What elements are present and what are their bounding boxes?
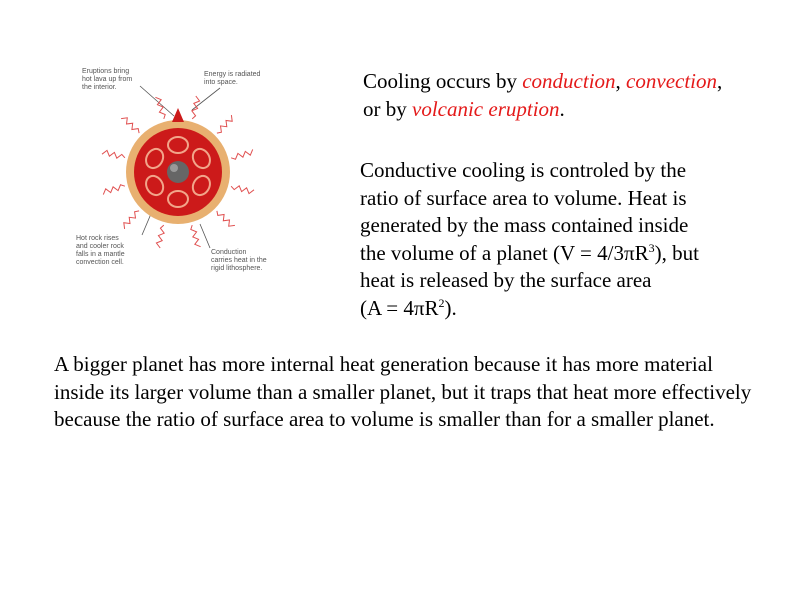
cooling-prefix: Cooling occurs by	[363, 69, 523, 93]
volcano-eruption	[172, 108, 184, 122]
conductive-line5: heat is released by the surface area	[360, 268, 652, 292]
term-convection: convection	[626, 69, 717, 93]
radiation-squiggle	[217, 211, 235, 226]
radius-symbol: R	[424, 295, 439, 320]
radiation-squiggle	[231, 186, 254, 194]
volume-text-end: ), but	[654, 240, 699, 265]
radiation-squiggle	[124, 211, 139, 229]
area-text-end: ).	[444, 295, 457, 320]
cooling-sep1: ,	[615, 69, 627, 93]
area-text: (A = 4	[360, 295, 414, 320]
pi-symbol: π	[413, 295, 425, 320]
volume-text: the volume of a planet (V = 4/3	[360, 240, 624, 265]
radiation-squiggle	[217, 115, 232, 133]
conduction-leader-line	[200, 224, 210, 248]
conductive-line3: generated by the mass contained inside	[360, 213, 689, 237]
radiation-squiggle	[102, 150, 125, 158]
core	[167, 161, 189, 183]
radiation-squiggle	[103, 185, 125, 195]
caption-eruptions: Eruptions bring hot lava up from the interior.	[82, 68, 133, 91]
radiation-squiggle	[156, 225, 164, 248]
conductive-cooling-text	[360, 157, 790, 322]
term-volcanic-eruption: volcanic eruption	[412, 96, 560, 121]
conductive-line6	[360, 296, 457, 320]
pi-symbol: π	[623, 240, 635, 265]
term-conduction: conduction	[522, 69, 616, 93]
exponent-2: 2	[438, 295, 445, 310]
cooling-methods-text	[363, 68, 793, 123]
radiation-squiggle	[121, 118, 139, 133]
conductive-line4	[360, 241, 699, 265]
bigger-planet-text: A bigger planet has more internal heat generation because it has more material inside its larger volume than a smaller planet, but it traps that heat more effectively because the ratio of surface area to volume is smaller than for a smaller planet.	[54, 352, 752, 431]
planet-cooling-diagram	[70, 60, 290, 290]
cooling-end: .	[559, 96, 565, 121]
radius-symbol: R	[634, 240, 649, 265]
caption-conduction: Conduction carries heat in the rigid lithosphere.	[211, 249, 267, 272]
core-highlight	[170, 164, 178, 172]
conductive-line2: ratio of surface area to volume. Heat is	[360, 185, 687, 210]
caption-energy-radiated: Energy is radiated into space.	[204, 71, 261, 86]
exponent-3: 3	[648, 240, 655, 255]
cooling-line2-prefix: or by	[363, 96, 412, 121]
caption-hot-rock: Hot rock rises and cooler rock falls in a mantle convection cell.	[76, 235, 125, 266]
radiation-squiggle	[191, 225, 201, 247]
conductive-line1: Conductive cooling is controled by the	[360, 158, 687, 182]
radiation-squiggle	[231, 149, 253, 159]
cooling-sep2: ,	[717, 69, 723, 93]
